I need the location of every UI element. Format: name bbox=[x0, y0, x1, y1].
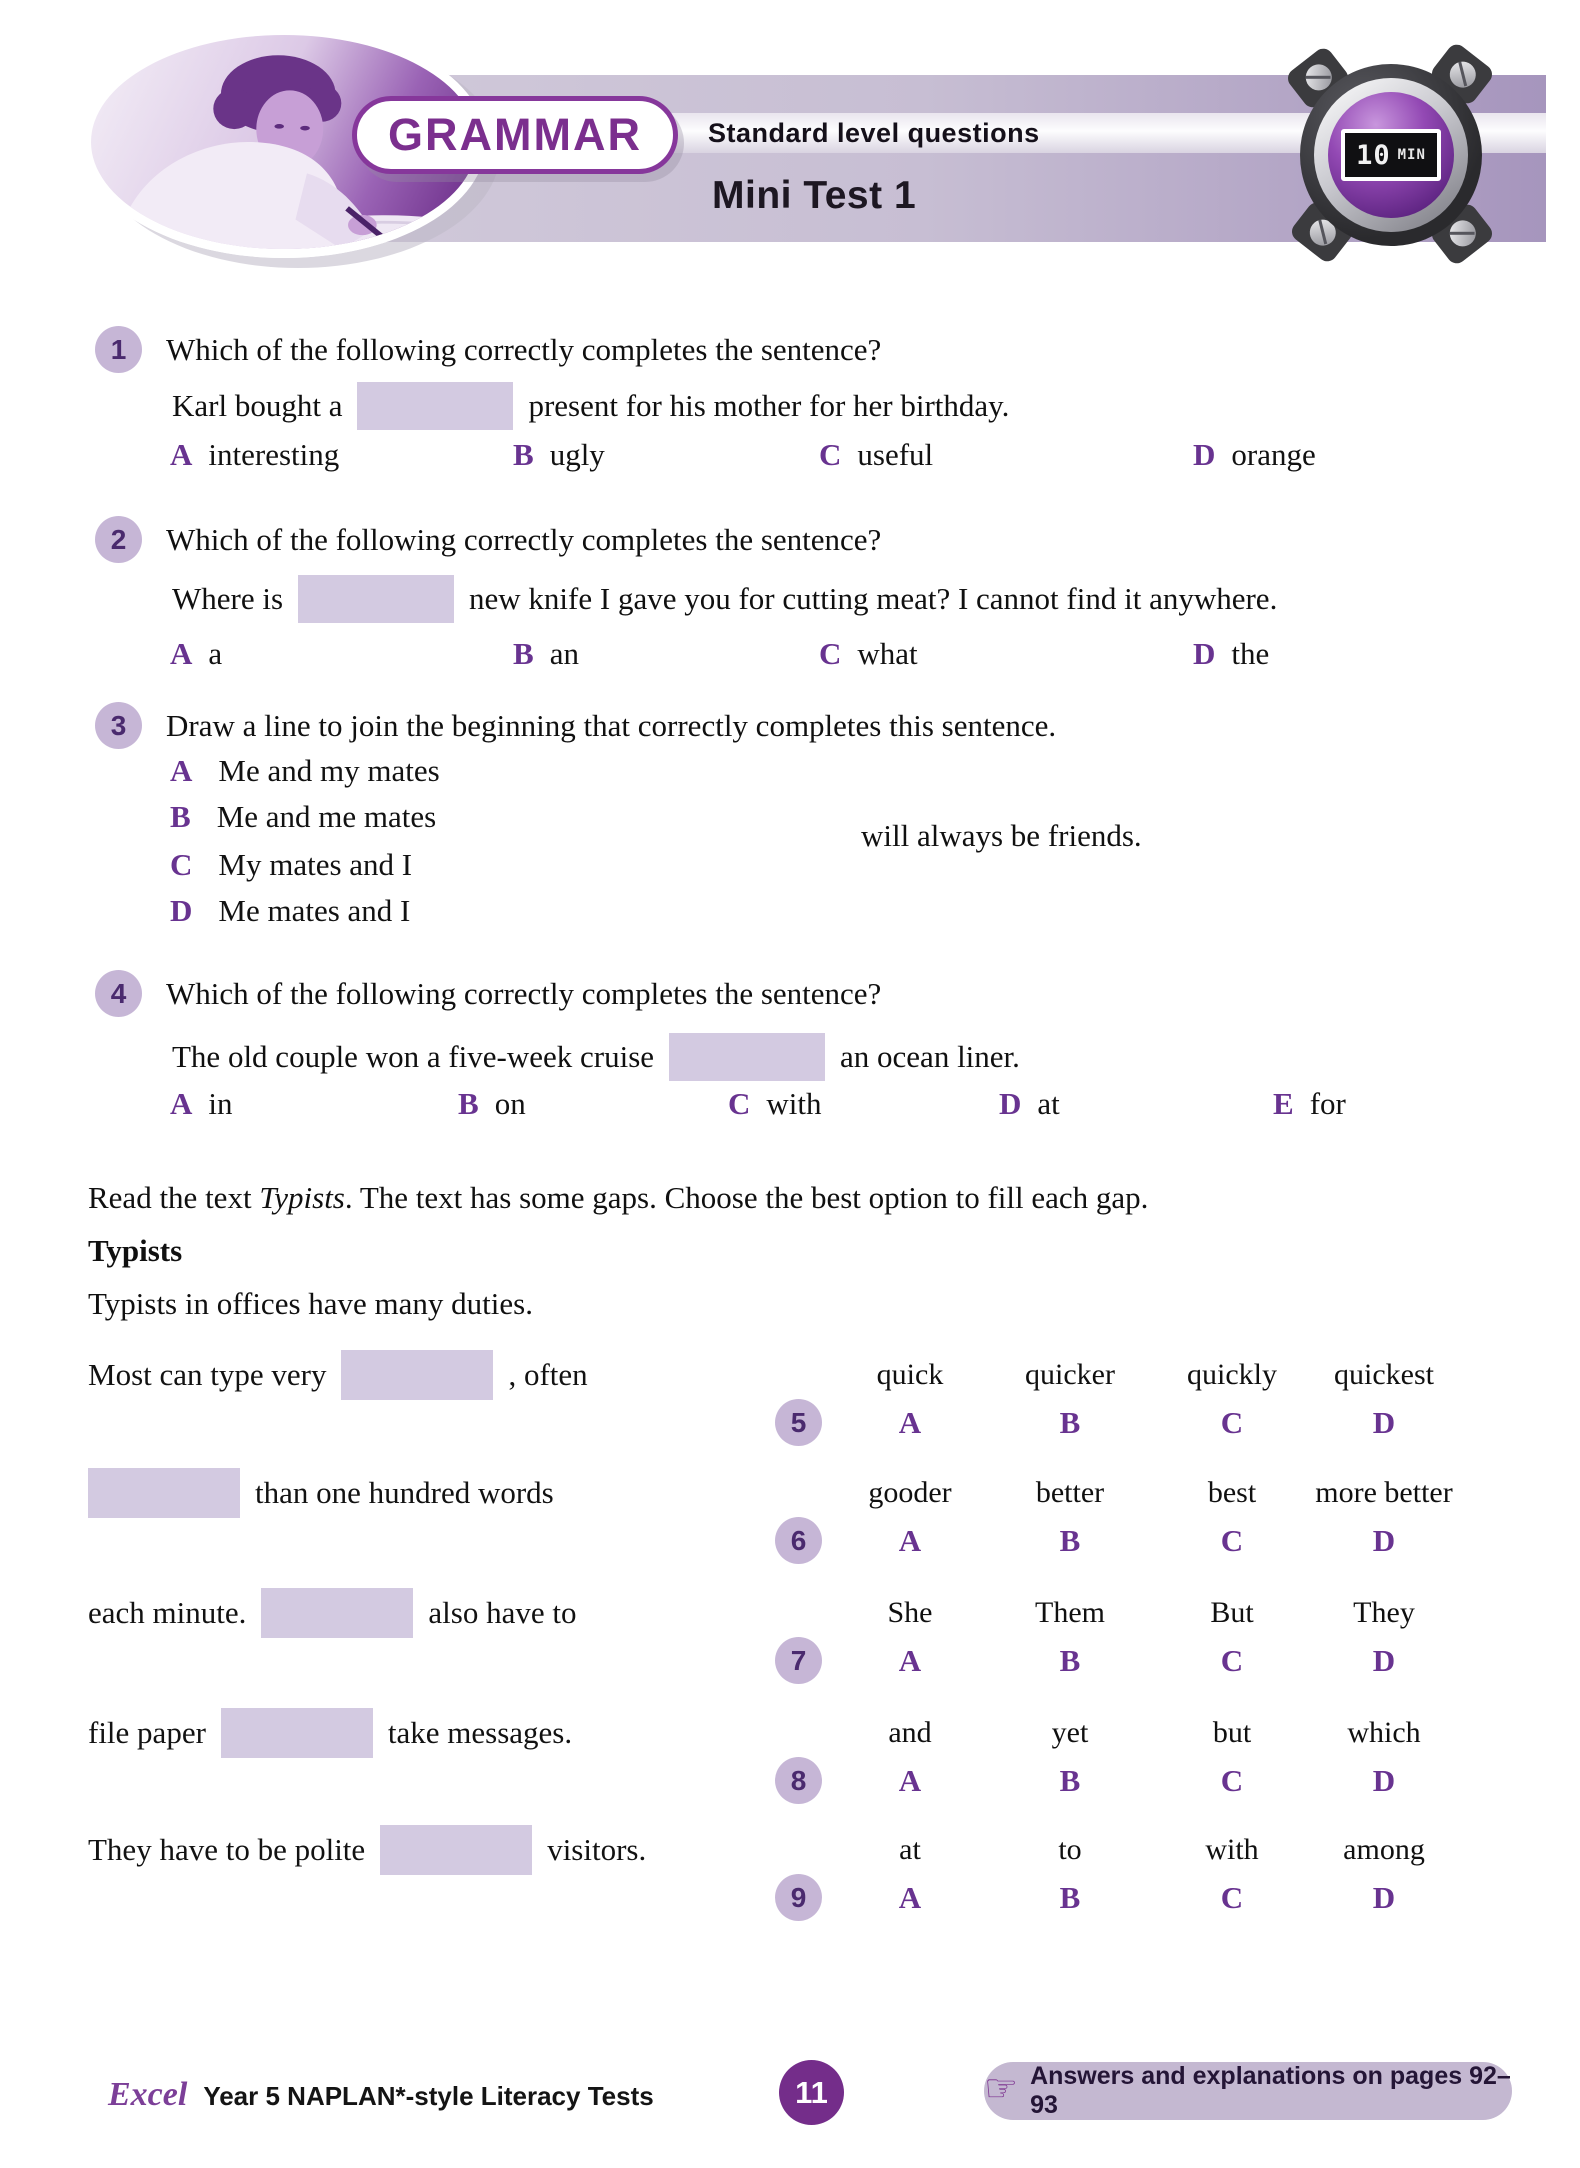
sentence-before: The old couple won a five-week cruise bbox=[172, 1039, 655, 1074]
choice-word: yet bbox=[1051, 1716, 1089, 1749]
sentence-completion: will always be friends. bbox=[861, 818, 1142, 853]
test-title: Mini Test 1 bbox=[712, 174, 917, 217]
question-number-badge: 7 bbox=[775, 1637, 822, 1684]
choice-word: and bbox=[888, 1716, 932, 1749]
cloze-sentence bbox=[88, 1349, 588, 1401]
option-text: at bbox=[1037, 1086, 1060, 1121]
level-label: Standard level questions bbox=[708, 117, 1040, 148]
option bbox=[1193, 636, 1269, 672]
option-letter: C bbox=[819, 636, 842, 671]
sentence-before: Where is bbox=[172, 581, 284, 616]
option-letter: A bbox=[898, 1643, 922, 1678]
option bbox=[1273, 1086, 1346, 1122]
cloze-heading: Typists bbox=[88, 1233, 183, 1268]
cloze-opening-line: Typists in offices have many duties. bbox=[88, 1286, 533, 1321]
question-sentence bbox=[172, 1030, 1020, 1084]
option-letter: D bbox=[1372, 1880, 1396, 1915]
choice-word: with bbox=[1205, 1833, 1259, 1866]
option-letter: D bbox=[999, 1086, 1022, 1121]
option-letter: B bbox=[1059, 1643, 1081, 1678]
gap-box bbox=[88, 1468, 240, 1518]
sentence-after: new knife I gave you for cutting meat? I cannot find it anywhere. bbox=[469, 581, 1278, 616]
option-letter: D bbox=[170, 893, 193, 928]
option-letter: A bbox=[898, 1880, 922, 1915]
option-letter: C bbox=[1220, 1523, 1244, 1558]
option-letter: C bbox=[1220, 1643, 1244, 1678]
choice-word: Them bbox=[1035, 1596, 1105, 1629]
option-text: orange bbox=[1231, 437, 1316, 472]
option bbox=[513, 636, 579, 672]
option-text: My mates and I bbox=[218, 847, 413, 882]
option-letter: D bbox=[1372, 1763, 1396, 1798]
option-letter: A bbox=[170, 1086, 193, 1121]
choice-word: which bbox=[1347, 1716, 1421, 1749]
option-letter: D bbox=[1372, 1523, 1396, 1558]
option bbox=[513, 437, 605, 473]
question-number-badge: 2 bbox=[95, 516, 142, 563]
choice-word: more better bbox=[1315, 1476, 1453, 1509]
option-letter: B bbox=[1059, 1405, 1081, 1440]
intro-before: Read the text bbox=[88, 1180, 260, 1215]
cloze-intro bbox=[88, 1180, 1148, 1216]
option bbox=[999, 1086, 1060, 1122]
footer-brand bbox=[108, 2076, 654, 2114]
option-letter: B bbox=[513, 437, 534, 472]
sentence-before: Most can type very bbox=[88, 1357, 327, 1392]
option-letter: A bbox=[170, 636, 193, 671]
choice-word: quick bbox=[876, 1358, 944, 1391]
gap-box bbox=[298, 575, 454, 623]
gap-box bbox=[221, 1708, 373, 1758]
option-letter: A bbox=[898, 1523, 922, 1558]
answers-note: Answers and explanations on pages 92–93 bbox=[1030, 2062, 1511, 2119]
option-text: in bbox=[208, 1086, 233, 1121]
option-text: on bbox=[494, 1086, 526, 1121]
choice-word: quickest bbox=[1334, 1358, 1434, 1391]
question-number-badge: 5 bbox=[775, 1399, 822, 1446]
option-text: what bbox=[857, 636, 918, 671]
gap-box bbox=[380, 1825, 532, 1875]
sentence-after: an ocean liner. bbox=[840, 1039, 1020, 1074]
section-pill bbox=[352, 96, 678, 174]
choice-word: quicker bbox=[1025, 1358, 1115, 1391]
sentence-after: visitors. bbox=[547, 1832, 647, 1867]
option-text: a bbox=[208, 636, 223, 671]
cloze-sentence bbox=[88, 1467, 554, 1519]
option bbox=[819, 636, 918, 672]
option-text: useful bbox=[857, 437, 934, 472]
option bbox=[170, 799, 436, 835]
option-letter: A bbox=[898, 1405, 922, 1440]
choice-word: They bbox=[1353, 1596, 1415, 1629]
question-number-badge: 4 bbox=[95, 970, 142, 1017]
option-text: Me mates and I bbox=[218, 893, 411, 928]
option bbox=[819, 437, 933, 473]
section-label: GRAMMAR bbox=[388, 109, 642, 160]
option-letter: A bbox=[170, 753, 193, 788]
choice-word: quickly bbox=[1187, 1358, 1277, 1391]
sentence-after: take messages. bbox=[387, 1715, 573, 1750]
option-text: an bbox=[549, 636, 579, 671]
option-letter: D bbox=[1193, 636, 1216, 671]
option-letter: E bbox=[1273, 1086, 1294, 1121]
choice-word: but bbox=[1212, 1716, 1252, 1749]
option-text: with bbox=[766, 1086, 822, 1121]
question-sentence bbox=[172, 572, 1277, 626]
sentence-before: Karl bought a bbox=[172, 388, 343, 423]
question-prompt: Which of the following correctly completes the sentence? bbox=[166, 331, 882, 367]
sentence-after: , often bbox=[508, 1357, 588, 1392]
option-letter: D bbox=[1372, 1405, 1396, 1440]
question-number-badge: 3 bbox=[95, 702, 142, 749]
option bbox=[170, 437, 339, 473]
option-letter: D bbox=[1193, 437, 1216, 472]
option-letter: C bbox=[1220, 1880, 1244, 1915]
option-letter: C bbox=[819, 437, 842, 472]
option-letter: C bbox=[728, 1086, 751, 1121]
option bbox=[1193, 437, 1316, 473]
question-number-badge: 9 bbox=[775, 1874, 822, 1921]
option-letter: B bbox=[1059, 1880, 1081, 1915]
question-number-badge: 8 bbox=[775, 1757, 822, 1804]
option-letter: A bbox=[898, 1763, 922, 1798]
option-letter: B bbox=[1059, 1763, 1081, 1798]
option bbox=[170, 893, 410, 929]
sentence-after: than one hundred words bbox=[255, 1475, 554, 1510]
option-text: ugly bbox=[549, 437, 605, 472]
sentence-after: also have to bbox=[428, 1595, 577, 1630]
gap-box bbox=[357, 382, 513, 430]
page-number-badge: 11 bbox=[779, 2060, 844, 2125]
question-prompt: Draw a line to join the beginning that correctly completes this sentence. bbox=[166, 707, 1057, 743]
cloze-sentence bbox=[88, 1587, 576, 1639]
brand-logo: Excel bbox=[108, 2076, 188, 2113]
series-title: Year 5 NAPLAN*-style Literacy Tests bbox=[203, 2081, 654, 2111]
cloze-sentence bbox=[88, 1824, 646, 1876]
option bbox=[728, 1086, 822, 1122]
option bbox=[458, 1086, 526, 1122]
option-letter: C bbox=[1220, 1405, 1244, 1440]
option-text: Me and me mates bbox=[216, 799, 437, 834]
option-letter: B bbox=[458, 1086, 479, 1121]
cloze-sentence bbox=[88, 1707, 572, 1759]
option bbox=[170, 636, 222, 672]
intro-after: . The text has some gaps. Choose the best option to fill each gap. bbox=[344, 1180, 1149, 1215]
option-text: for bbox=[1309, 1086, 1346, 1121]
question-number-badge: 1 bbox=[95, 326, 142, 373]
option-text: Me and my mates bbox=[218, 753, 440, 788]
option-letter: C bbox=[1220, 1763, 1244, 1798]
question-number-badge: 6 bbox=[775, 1517, 822, 1564]
option-letter: A bbox=[170, 437, 193, 472]
choice-word: to bbox=[1058, 1833, 1082, 1866]
sentence-before: file paper bbox=[88, 1715, 206, 1750]
choice-word: at bbox=[899, 1833, 921, 1866]
sentence-before: They have to be polite bbox=[88, 1832, 366, 1867]
choice-word: better bbox=[1035, 1476, 1105, 1509]
choice-word: gooder bbox=[868, 1476, 952, 1509]
choice-word: best bbox=[1207, 1476, 1257, 1509]
option-letter: B bbox=[170, 799, 191, 834]
option-letter: B bbox=[1059, 1523, 1081, 1558]
option-letter: D bbox=[1372, 1643, 1396, 1678]
sentence-after: present for his mother for her birthday. bbox=[528, 388, 1010, 423]
question-prompt: Which of the following correctly completes the sentence? bbox=[166, 975, 882, 1011]
pointing-hand-icon: ☞ bbox=[984, 2068, 1019, 2110]
answers-reference-pill bbox=[984, 2062, 1512, 2120]
option-letter: B bbox=[513, 636, 534, 671]
option bbox=[170, 847, 412, 883]
option bbox=[170, 1086, 233, 1122]
gap-box bbox=[341, 1350, 493, 1400]
choice-word: among bbox=[1343, 1833, 1425, 1866]
timer-display bbox=[1341, 129, 1441, 181]
option bbox=[170, 753, 440, 789]
choice-word: But bbox=[1210, 1596, 1254, 1629]
timer-stopwatch-icon bbox=[1284, 44, 1498, 268]
timer-value: 10 bbox=[1356, 139, 1391, 171]
option-text: the bbox=[1231, 636, 1270, 671]
sentence-before: each minute. bbox=[88, 1595, 247, 1630]
option-letter: C bbox=[170, 847, 193, 882]
option-text: interesting bbox=[208, 437, 340, 472]
choice-word: She bbox=[887, 1596, 933, 1629]
intro-text-title: Typists bbox=[259, 1180, 345, 1215]
timer-unit: MIN bbox=[1397, 147, 1426, 163]
question-prompt: Which of the following correctly completes the sentence? bbox=[166, 521, 882, 557]
gap-box bbox=[669, 1033, 825, 1081]
gap-box bbox=[261, 1588, 413, 1638]
question-sentence bbox=[172, 379, 1009, 433]
